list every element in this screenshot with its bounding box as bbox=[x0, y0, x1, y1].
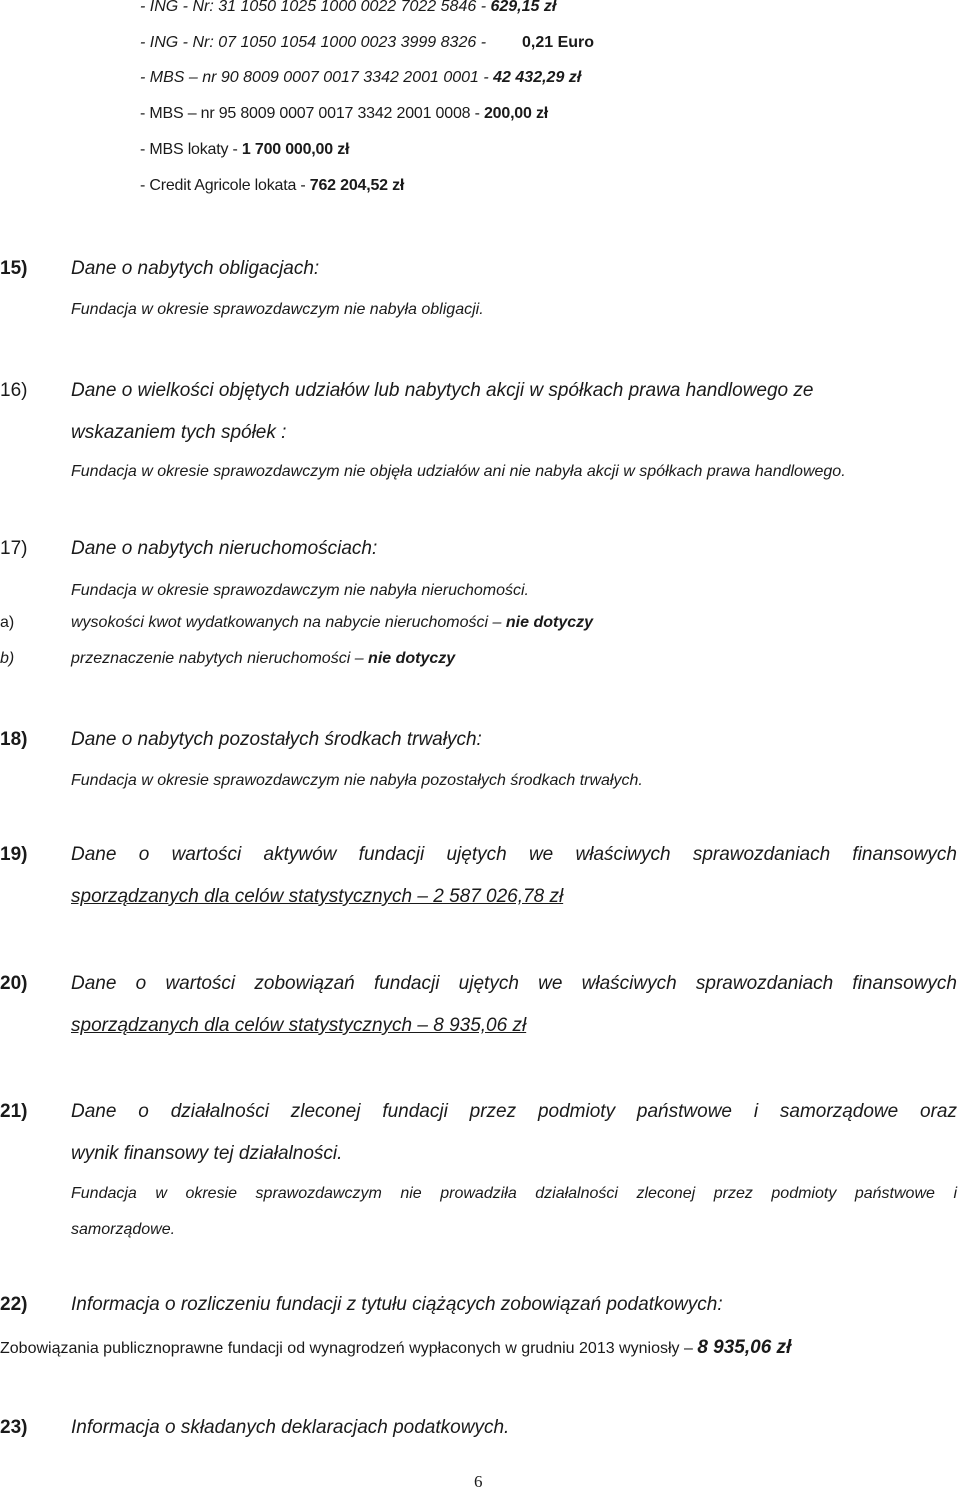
section-title: Dane o działalności zleconej fundacji przez podmioty państwowe i samorządowe oraz bbox=[71, 1101, 957, 1122]
account-line bbox=[140, 69, 581, 87]
account-line bbox=[140, 34, 594, 52]
section-22-amount: 8 935,06 zł bbox=[697, 1337, 792, 1358]
section-title: Informacja o rozliczeniu fundacji z tytułu ciążących zobowiązań podatkowych: bbox=[71, 1294, 723, 1315]
section-number: 21) bbox=[0, 1101, 28, 1122]
section-number: 17) bbox=[0, 538, 28, 559]
section-17-text: Fundacja w okresie sprawozdawczym nie nabyła nieruchomości. bbox=[71, 582, 529, 599]
section-19-title-cont: sporządzanych dla celów statystycznych – 2 587 026,78 zł bbox=[71, 886, 564, 907]
page-number: 6 bbox=[474, 1472, 483, 1491]
section-20-title-cont: sporządzanych dla celów statystycznych – 8 935,06 zł bbox=[71, 1015, 527, 1036]
section-number: 15) bbox=[0, 258, 28, 279]
section-title: Dane o nabytych pozostałych środkach trwałych: bbox=[71, 729, 482, 750]
item-text: przeznaczenie nabytych nieruchomości – bbox=[71, 650, 369, 667]
section-21-title-cont: wynik finansowy tej działalności. bbox=[71, 1143, 343, 1164]
account-amount: 762 204,52 zł bbox=[309, 177, 405, 194]
section-title: Dane o wartości aktywów fundacji ujętych we właściwych sprawozdaniach finansowych bbox=[71, 844, 957, 865]
account-amount: 200,00 zł bbox=[483, 105, 548, 122]
section-title: Informacja o składanych deklaracjach podatkowych. bbox=[71, 1417, 510, 1438]
account-label: - ING - Nr: 07 1050 1054 1000 0023 3999 8326 - bbox=[140, 34, 487, 51]
account-label: - MBS – nr 95 8009 0007 0017 3342 2001 0008 - bbox=[140, 105, 484, 122]
section-15-text: Fundacja w okresie sprawozdawczym nie nabyła obligacji. bbox=[71, 301, 484, 318]
section-number: 22) bbox=[0, 1294, 28, 1315]
item-label: a) bbox=[0, 614, 15, 631]
section-number: 16) bbox=[0, 380, 28, 401]
account-line bbox=[140, 141, 349, 159]
account-label: - ING - Nr: 31 1050 1025 1000 0022 7022 5846 - bbox=[140, 0, 491, 15]
section-22-label: Zobowiązania publicznoprawne fundacji od wynagrodzeń wypłaconych w grudniu 2013 wyniosły – bbox=[0, 1340, 698, 1357]
account-amount: 1 700 000,00 zł bbox=[241, 141, 350, 158]
account-amount: 42 432,29 zł bbox=[493, 69, 582, 86]
item-text: wysokości kwot wydatkowanych na nabycie nieruchomości – bbox=[71, 614, 506, 631]
account-label: - Credit Agricole lokata - bbox=[140, 177, 310, 194]
section-number: 19) bbox=[0, 844, 28, 865]
account-line bbox=[140, 0, 556, 16]
item-value: nie dotyczy bbox=[368, 650, 456, 667]
section-18-text: Fundacja w okresie sprawozdawczym nie nabyła pozostałych środkach trwałych. bbox=[71, 772, 643, 789]
section-title: Dane o nabytych obligacjach: bbox=[71, 258, 320, 279]
account-label: - MBS lokaty - bbox=[140, 141, 242, 158]
account-line bbox=[140, 177, 404, 195]
section-number: 20) bbox=[0, 973, 28, 994]
item-value: nie dotyczy bbox=[505, 614, 594, 631]
section-number: 23) bbox=[0, 1417, 28, 1438]
account-label: - MBS – nr 90 8009 0007 0017 3342 2001 0001 - bbox=[140, 69, 494, 86]
account-amount: 0,21 Euro bbox=[522, 34, 595, 51]
item-label: b) bbox=[0, 650, 15, 667]
section-21-text: Fundacja w okresie sprawozdawczym nie prowadziła działalności zleconej przez podmioty państwowe i bbox=[71, 1185, 957, 1202]
account-amount: 629,15 zł bbox=[490, 0, 557, 15]
section-title: Dane o wartości zobowiązań fundacji ujętych we właściwych sprawozdaniach finansowych bbox=[71, 973, 957, 994]
section-21-text-line bbox=[0, 1185, 957, 1207]
section-number: 18) bbox=[0, 729, 28, 750]
section-title: Dane o nabytych nieruchomościach: bbox=[71, 538, 378, 559]
section-title: Dane o wielkości objętych udziałów lub nabytych akcji w spółkach prawa handlowego ze bbox=[71, 380, 814, 401]
section-21-text-cont: samorządowe. bbox=[71, 1221, 176, 1238]
section-16-title-cont: wskazaniem tych spółek : bbox=[71, 422, 287, 443]
section-16-text: Fundacja w okresie sprawozdawczym nie objęła udziałów ani nie nabyła akcji w spółkach prawa handlowego. bbox=[71, 463, 846, 480]
section-22-text bbox=[0, 1337, 791, 1359]
account-line bbox=[140, 105, 548, 123]
